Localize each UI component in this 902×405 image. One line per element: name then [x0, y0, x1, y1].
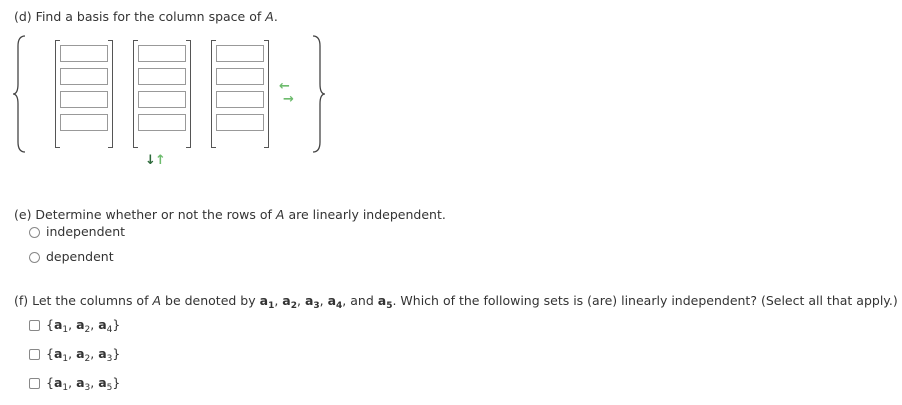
- part-e-label-end: are linearly independent.: [288, 207, 446, 222]
- part-d-label: (d) Find a basis for the column space of: [14, 9, 262, 24]
- option-independent-label: independent: [46, 224, 126, 239]
- vector-3-entry-1[interactable]: [216, 45, 264, 62]
- part-f-question: (f) Let the columns of A be denoted by $a_1$, $a_2$, $a_3$, $a_4$, and $a_5$. Which of the following sets is (are) linearly independent? (Select all that apply.): [14, 293, 898, 311]
- add-column-arrow-up-icon[interactable]: ↑: [155, 153, 166, 168]
- radio-independent[interactable]: [29, 227, 40, 238]
- checkbox-set-2[interactable]: [29, 349, 40, 360]
- vector-2-entry-3[interactable]: [138, 91, 186, 108]
- vector-3-entry-3[interactable]: [216, 91, 264, 108]
- col-a5: $a_5$: [377, 293, 393, 311]
- vector-1-entry-1[interactable]: [60, 45, 108, 62]
- checkbox-set-1[interactable]: [29, 320, 40, 331]
- vector-2-entry-1[interactable]: [138, 45, 186, 62]
- vector-2-entry-4[interactable]: [138, 114, 186, 131]
- basis-vector-1: [55, 40, 113, 148]
- vector-3-entry-2[interactable]: [216, 68, 264, 85]
- right-bracket: [264, 40, 269, 148]
- right-bracket: [108, 40, 113, 148]
- right-bracket: [186, 40, 191, 148]
- matrix-var: A: [275, 207, 285, 222]
- vector-3-entry-4[interactable]: [216, 114, 264, 131]
- matrix-var: A: [265, 9, 274, 24]
- col-a4: $a_4$: [327, 293, 343, 311]
- option-set-2: {$a_1$, $a_2$, $a_3$}: [46, 346, 121, 364]
- remove-row-arrow-left-icon[interactable]: ←: [279, 79, 290, 94]
- col-a1: $a_1$: [259, 293, 275, 311]
- vector-2-entry-2[interactable]: [138, 68, 186, 85]
- add-row-arrow-right-icon[interactable]: →: [283, 92, 294, 107]
- part-f-label-mid: be denoted by: [165, 293, 256, 308]
- right-brace: [310, 34, 326, 154]
- part-f-label-start: (f) Let the columns of: [14, 293, 149, 308]
- basis-vector-2: [133, 40, 191, 148]
- option-set-3: {$a_1$, $a_3$, $a_5$}: [46, 375, 121, 393]
- part-d-question: [14, 9, 278, 25]
- matrix-var: A: [152, 293, 162, 308]
- radio-dependent[interactable]: [29, 252, 40, 263]
- col-a3: $a_3$: [304, 293, 320, 311]
- basis-vector-3: [211, 40, 269, 148]
- checkbox-set-3[interactable]: [29, 378, 40, 389]
- and-word: and: [350, 293, 374, 308]
- vector-1-entry-4[interactable]: [60, 114, 108, 131]
- option-dependent-label: dependent: [46, 249, 114, 264]
- vector-1-entry-3[interactable]: [60, 91, 108, 108]
- part-e-question: [14, 207, 446, 223]
- vector-1-entry-2[interactable]: [60, 68, 108, 85]
- col-a2: $a_2$: [282, 293, 297, 311]
- part-e-label: (e) Determine whether or not the rows of: [14, 207, 272, 222]
- part-f-label-end: Which of the following sets is (are) linearly independent? (Select all that apply.): [400, 293, 898, 308]
- left-brace: [12, 34, 28, 154]
- option-set-1: {$a_1$, $a_2$, $a_4$}: [46, 317, 121, 335]
- period: .: [273, 9, 278, 24]
- remove-column-arrow-down-icon[interactable]: ↓: [145, 153, 156, 168]
